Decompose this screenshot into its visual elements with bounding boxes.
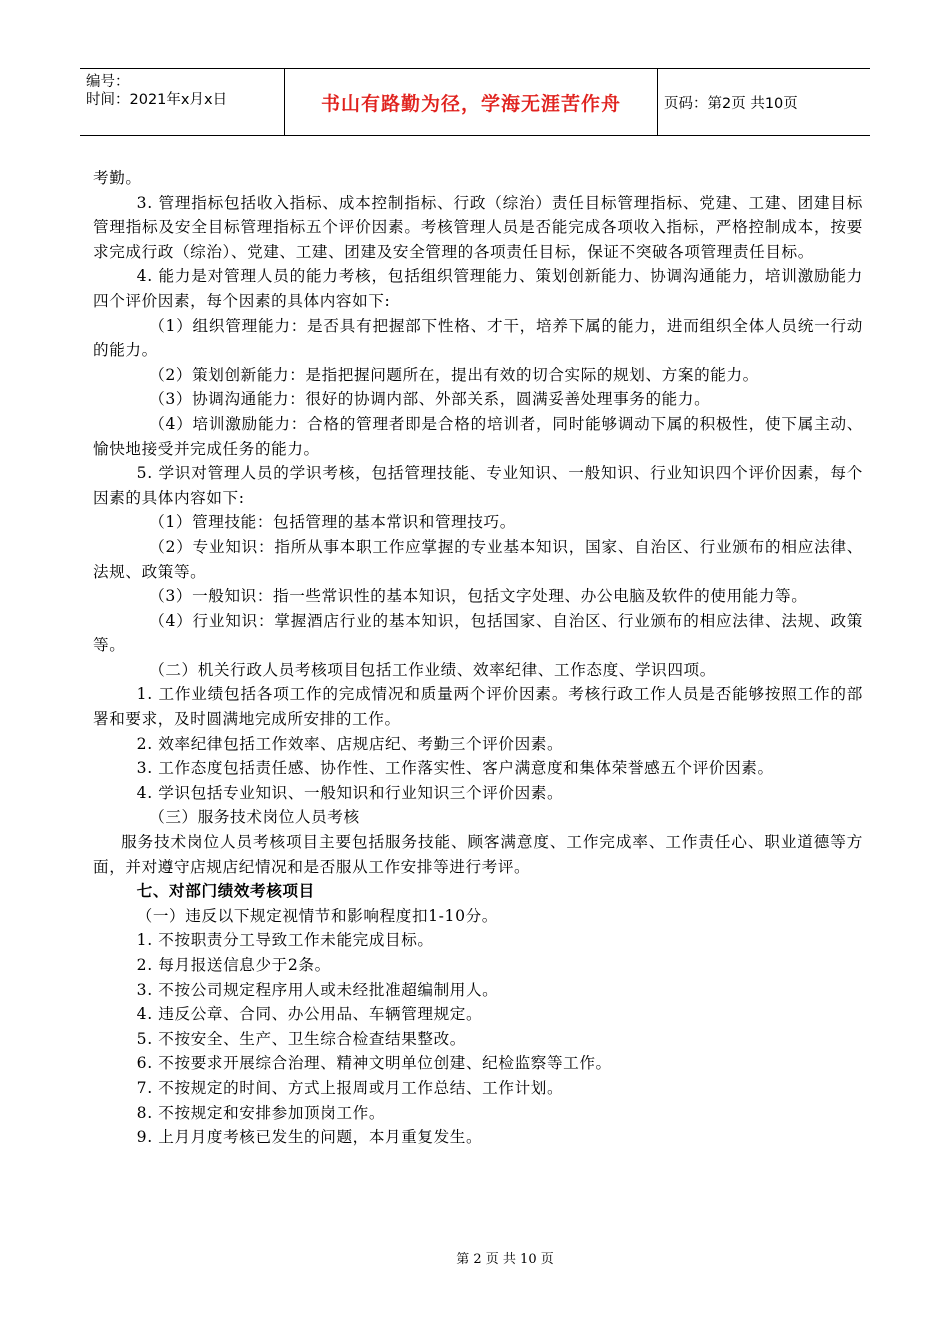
list-item: 2. 每月报送信息少于2条。: [136, 956, 331, 974]
paragraph: （4）行业知识：掌握酒店行业的基本知识，包括国家、自治区、行业颁布的相应法律、法规、政策等。: [93, 611, 863, 655]
list-item: 1. 不按职责分工导致工作未能完成目标。: [136, 931, 434, 950]
paragraph: 2. 效率纪律包括工作效率、店规店纪、考勤三个评价因素。: [136, 734, 564, 753]
paragraph: 考勤。: [93, 169, 142, 187]
document-date: 时间：2021年x月x日: [86, 92, 228, 108]
header-motto: 书山有路勤为径，学海无涯苦作舟: [285, 69, 658, 135]
paragraph: 4. 学识包括专业知识、一般知识和行业知识三个评价因素。: [136, 783, 564, 802]
document-body: [93, 166, 863, 1150]
paragraph: 3. 工作态度包括责任感、协作性、工作落实性、客户满意度和集体荣誉感五个评价因素。: [136, 759, 774, 778]
list-item: 4. 违反公章、合同、办公用品、车辆管理规定。: [136, 1005, 483, 1024]
paragraph: （3）协调沟通能力：很好的协调内部、外部关系，圆满妥善处理事务的能力。: [149, 390, 711, 409]
document-number: 编号：: [86, 74, 130, 90]
paragraph: 5. 学识对管理人员的学识考核，包括管理技能、专业知识、一般知识、行业知识四个评价因素，每个因素的具体内容如下:: [93, 464, 863, 507]
list-item: 3. 不按公司规定程序用人或未经批准超编制用人。: [136, 980, 499, 999]
paragraph: 服务技术岗位人员考核项目主要包括服务技能、顾客满意度、工作完成率、工作责任心、职业道德等方面，并对遵守店规店纪情况和是否服从工作安排等进行考评。: [93, 833, 863, 876]
paragraph: 4. 能力是对管理人员的能力考核，包括组织管理能力、策划创新能力、协调沟通能力，培训激励能力四个评价因素，每个因素的具体内容如下:: [93, 267, 863, 310]
paragraph: （3）一般知识：指一些常识性的基本知识，包括文字处理、办公电脑及软件的使用能力等。: [149, 587, 808, 606]
paragraph: （1）组织管理能力：是否具有把握部下性格、才干，培养下属的能力，进而组织全体人员统一行动的能力。: [93, 316, 863, 360]
paragraph: （2）专业知识：指所从事本职工作应掌握的专业基本知识，国家、自治区、行业颁布的相应法律、法规、政策等。: [93, 537, 863, 581]
header-meta: [80, 69, 285, 135]
paragraph: （1）管理技能：包括管理的基本常识和管理技巧。: [149, 513, 516, 532]
section-heading: （二）机关行政人员考核项目包括工作业绩、效率纪律、工作态度、学识四项。: [149, 660, 716, 679]
section-heading: （三）服务技术岗位人员考核: [149, 808, 360, 827]
paragraph: （2）策划创新能力：是指把握问题所在，提出有效的切合实际的规划、方案的能力。: [149, 365, 759, 384]
chapter-heading: 七、对部门绩效考核项目: [136, 882, 315, 901]
section-heading: （一）违反以下规定视情节和影响程度扣1-10分。: [136, 906, 498, 925]
header-page-code: 页码：第2页 共10页: [664, 95, 798, 112]
page-footer: 第 2 页 共 10 页: [456, 1252, 554, 1267]
list-item: 7. 不按规定的时间、方式上报周或月工作总结、工作计划。: [136, 1078, 564, 1097]
page-header: [80, 68, 870, 136]
list-item: 6. 不按要求开展综合治理、精神文明单位创建、纪检监察等工作。: [136, 1054, 612, 1073]
list-item: 8. 不按规定和安排参加顶岗工作。: [136, 1103, 386, 1122]
paragraph: 3. 管理指标包括收入指标、成本控制指标、行政（综治）责任目标管理指标、党建、工建、团建目标管理指标及安全目标管理指标五个评价因素。考核管理人员是否能完成各项收入指标，严格控制成本，按要求完成行政（综治）、党建、工建、团建及安全管理的各项责任目标，保证不突破各项管理责任目标。: [93, 193, 863, 261]
list-item: 5. 不按安全、生产、卫生综合检查结果整改。: [136, 1029, 466, 1048]
paragraph: （4）培训激励能力：合格的管理者即是合格的培训者，同时能够调动下属的积极性，使下属主动、愉快地接受并完成任务的能力。: [93, 414, 863, 458]
paragraph: 1. 工作业绩包括各项工作的完成情况和质量两个评价因素。考核行政工作人员是否能够按照工作的部署和要求，及时圆满地完成所安排的工作。: [93, 685, 863, 729]
list-item: 9. 上月月度考核已发生的问题，本月重复发生。: [136, 1128, 483, 1147]
